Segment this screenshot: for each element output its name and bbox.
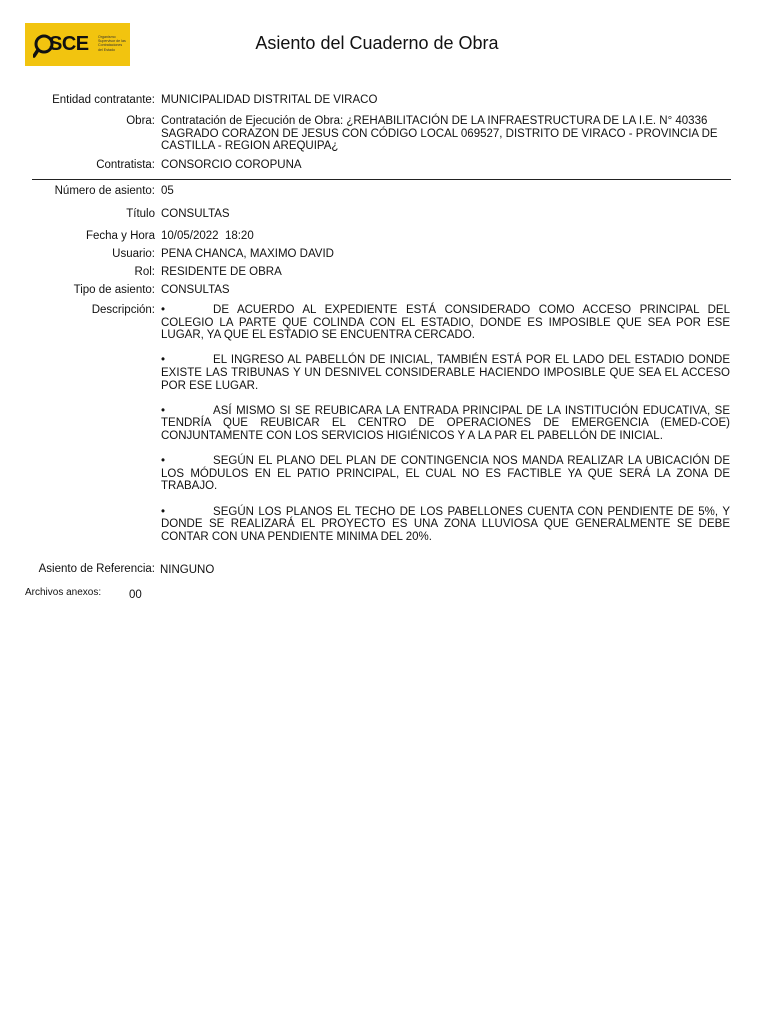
- rol-value: RESIDENTE DE OBRA: [161, 266, 282, 278]
- anexos-value: 00: [129, 589, 142, 601]
- description-paragraph: [161, 405, 730, 443]
- contratista-value: CONSORCIO COROPUNA: [161, 159, 302, 171]
- obra-value: Contratación de Ejecución de Obra: ¿REHABILITACIÓN DE LA INFRAESTRUCTURA DE LA I.E. N° 40336 SAGRADO CORAZON DE JESUS CON CÓDIGO LOCAL 069527, DISTRITO DE VIRACO - PROVINCIA DE CASTILLA - REGION AREQUIPA¿: [161, 115, 718, 152]
- bullet: •: [161, 354, 166, 367]
- page-title: Asiento del Cuaderno de Obra: [255, 33, 499, 53]
- obra-label: Obra:: [126, 115, 155, 127]
- description-paragraph: [161, 455, 730, 493]
- anexos-label: Archivos anexos:: [25, 587, 102, 598]
- description-paragraph: [161, 506, 730, 544]
- descripcion-label: Descripción:: [91, 304, 155, 316]
- bullet: •: [161, 304, 166, 316]
- logo-tagline: Organismo Supervisor de las Contrataciones del Estado: [98, 35, 126, 52]
- tipo-value: CONSULTAS: [161, 284, 230, 296]
- bullet: •: [161, 505, 166, 518]
- paragraph-text: SEGÚN LOS PLANOS EL TECHO DE LOS PABELLONES CUENTA CON PENDIENTE DE 5%, Y DONDE SE REALIZARÁ EL PROYECTO ES UNA ZONA LLUVIOSA QUE GENERALMENTE SE DEBE CONTAR CON UNA PENDIENTE MINIMA DEL 20%.: [161, 505, 730, 543]
- bullet: •: [161, 455, 166, 468]
- tipo-label: Tipo de asiento:: [73, 284, 155, 296]
- titulo-value: CONSULTAS: [161, 208, 230, 220]
- logo-text: SCE: [49, 33, 89, 55]
- fecha-label: Fecha y Hora: [85, 230, 155, 242]
- contratista-label: Contratista:: [96, 159, 155, 171]
- divider: [32, 179, 731, 180]
- titulo-label: Título: [126, 208, 155, 220]
- bullet: •: [161, 404, 166, 417]
- description-body: [161, 304, 730, 556]
- paragraph-text: EL INGRESO AL PABELLÓN DE INICIAL, TAMBIÉN ESTÁ POR EL LADO DEL ESTADIO DONDE EXISTE LAS TRIBUNAS Y UN DESNIVEL CONSIDERABLE HACIENDO IMPOSIBLE QUE SEA EL ACCESO POR ESE LUGAR.: [161, 354, 730, 392]
- usuario-value: PENA CHANCA, MAXIMO DAVID: [161, 248, 334, 260]
- referencia-value: NINGUNO: [160, 564, 215, 576]
- entidad-label: Entidad contratante:: [52, 94, 155, 106]
- numero-label: Número de asiento:: [54, 185, 155, 197]
- paragraph-text: DE ACUERDO AL EXPEDIENTE ESTÁ CONSIDERADO COMO ACCESO PRINCIPAL DEL COLEGIO LA PARTE QUE COLINDA CON EL ESTADIO, DONDE ES IMPOSIBLE QUE SEA POR ESE LUGAR, YA QUE EL ESTADIO SE ENCUENTRA CERCADO.: [161, 304, 730, 342]
- rol-label: Rol:: [134, 266, 155, 278]
- description-paragraph: [161, 304, 730, 342]
- referencia-label: Asiento de Referencia:: [38, 563, 155, 575]
- description-paragraph: [161, 354, 730, 392]
- numero-value: 05: [161, 185, 174, 197]
- paragraph-text: ASÍ MISMO SI SE REUBICARA LA ENTRADA PRINCIPAL DE LA INSTITUCIÓN EDUCATIVA, SE TENDRÍA QUE REUBICAR EL CENTRO DE OPERACIONES DE EMERGENCIA (EMED-COE) CONJUNTAMENTE CON LOS SERVICIOS HIGIÉNICOS Y A LA PAR EL PABELLÓN DE INICIAL.: [161, 404, 730, 442]
- entidad-value: MUNICIPALIDAD DISTRITAL DE VIRACO: [161, 94, 378, 106]
- usuario-label: Usuario:: [112, 248, 155, 260]
- fecha-value: 10/05/2022 18:20: [161, 230, 254, 242]
- paragraph-text: SEGÚN EL PLANO DEL PLAN DE CONTINGENCIA NOS MANDA REALIZAR LA UBICACIÓN DE LOS MÓDULOS EN EL PATIO PRINCIPAL, EL CUAL NO ES FACTIBLE YA QUE SERÁ LA ZONA DE TRABAJO.: [161, 455, 730, 493]
